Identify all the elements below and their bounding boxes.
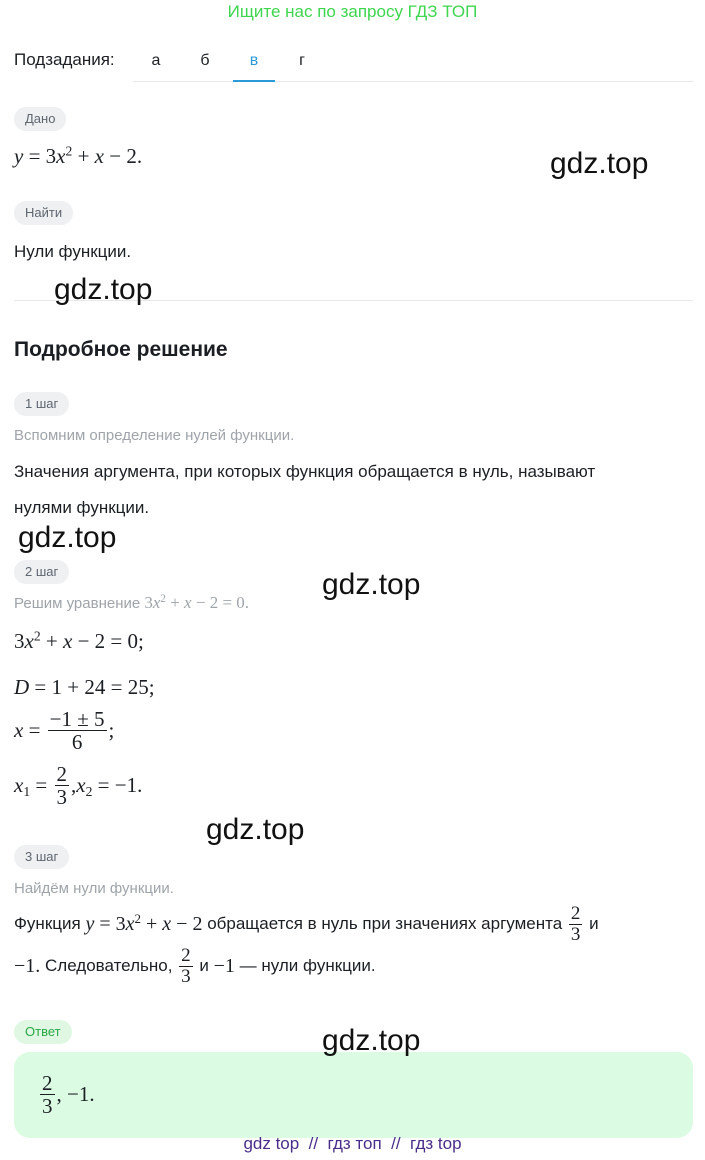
given-formula: $y = 3x^2 + x - 2$. <box>14 143 143 168</box>
watermark: gdz.top <box>322 568 421 601</box>
subtasks-label: Подзадания: <box>14 50 115 69</box>
watermark: gdz.top <box>54 273 153 306</box>
given-pill: Дано <box>14 107 66 131</box>
footer: gdz top // гдз топ // гдз top <box>243 1134 462 1153</box>
step-2-eq-3: x = $\frac{-1 \pm 5}{6}$ ; <box>14 707 115 755</box>
find-pill: Найти <box>14 201 73 225</box>
tab-v[interactable]: в <box>233 40 275 82</box>
step-3-line-1 <box>14 904 694 945</box>
watermark: gdz.top <box>322 1024 421 1057</box>
step-1-line-1: Значения аргумента, при которых функция обращается в нуль, называют <box>14 462 596 481</box>
step-3-and-2: и <box>199 956 209 976</box>
watermark: gdz.top <box>550 147 649 180</box>
step-3-minus-one: −1. <box>14 954 41 977</box>
watermark: gdz.top <box>206 813 305 846</box>
answer-box <box>14 1052 693 1138</box>
step-2-hint-prefix: Решим уравнение <box>14 595 141 612</box>
step-2-hint-formula: $3x^2 + x - 2 = 0$. <box>144 592 250 612</box>
step-2-eq-2: D = 1 + 24 = 25; <box>14 675 155 699</box>
step-2-eq-1: $3x^2 + x - 2 = 0$; <box>14 628 144 653</box>
step-3-line-2 <box>14 946 376 987</box>
step-3-therefore: Следовательно, <box>45 956 173 976</box>
answer-pill: Ответ <box>14 1020 72 1044</box>
step-1-pill: 1 шаг <box>14 392 69 416</box>
step-3-hint: Найдём нули функции. <box>14 880 174 897</box>
watermark: gdz.top <box>18 521 117 554</box>
step-2-eq-4: $x_1$ = $\frac{2}{3}$ , $x_2$ = −1. <box>14 762 143 810</box>
step-3-pill: 3 шаг <box>14 845 69 869</box>
tab-g[interactable]: г <box>299 52 305 69</box>
tab-b[interactable]: б <box>200 52 210 69</box>
top-banner: Ищите нас по запросу ГДЗ ТОП <box>227 2 478 21</box>
subtasks-tabs <box>133 40 693 82</box>
step-3-and: и <box>589 914 599 934</box>
tab-a[interactable]: а <box>151 52 161 69</box>
step-3-fraction: $\frac{2}{3}$ <box>570 903 581 945</box>
solution-title: Подробное решение <box>14 338 228 361</box>
find-text: Нули функции. <box>14 242 132 261</box>
answer-value: $\frac{2}{3}$ , −1. <box>42 1071 95 1119</box>
step-3-end: — нули функции. <box>239 956 376 976</box>
step-1-hint: Вспомним определение нулей функции. <box>14 427 295 444</box>
step-2-pill: 2 шаг <box>14 560 69 584</box>
step-3-fraction-2: $\frac{2}{3}$ <box>181 945 191 987</box>
step-1-line-2: нулями функции. <box>14 498 150 517</box>
step-3-minus-one-2: −1 <box>213 954 235 977</box>
step-3-function-word: Функция <box>14 914 81 934</box>
step-3-middle-text: обращается в нуль при значениях аргумента <box>207 914 563 934</box>
step-3-formula: $y = 3x^2 + x - 2$ <box>85 910 203 935</box>
step-2-hint <box>14 593 249 613</box>
